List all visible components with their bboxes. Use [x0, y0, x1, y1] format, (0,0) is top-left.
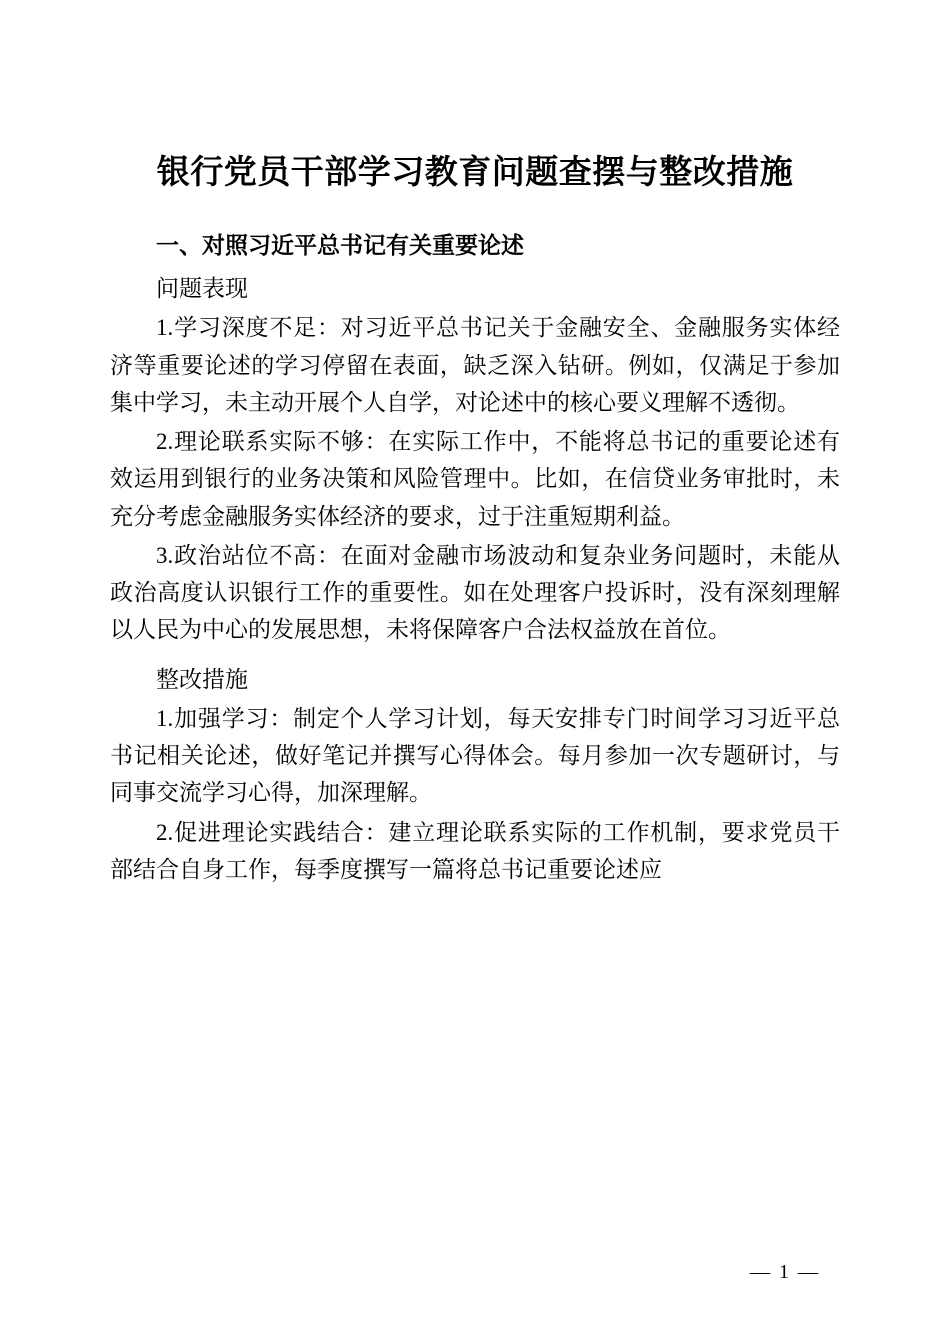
- section-heading: 一、对照习近平总书记有关重要论述: [156, 232, 524, 259]
- measure-item: 2.促进理论实践结合：建立理论联系实际的工作机制，要求党员干部结合自身工作，每季度撰写一篇将总书记重要论述应: [110, 819, 840, 882]
- document-section: [110, 229, 840, 889]
- problem-item: 2.理论联系实际不够：在实际工作中，不能将总书记的重要论述有效运用到银行的业务决策和风险管理中。比如，在信贷业务审批时，未充分考虑金融服务实体经济的要求，过于注重短期利益。: [110, 429, 840, 529]
- problem-item: 3.政治站位不高：在面对金融市场波动和复杂业务问题时，未能从政治高度认识银行工作的重要性。如在处理客户投诉时，没有深刻理解以人民为中心的发展思想，未将保障客户合法权益放在首位。: [110, 542, 840, 643]
- paragraph-spacer: [110, 651, 840, 661]
- problem-label: 问题表现: [156, 276, 248, 302]
- page-number: — 1 —: [750, 1261, 820, 1283]
- measure-label: 整改措施: [156, 666, 248, 692]
- page-title: 银行党员干部学习教育问题查摆与整改措施: [156, 152, 794, 191]
- problem-item: 1.学习深度不足：对习近平总书记关于金融安全、金融服务实体经济等重要论述的学习停留在表面，缺乏深入钻研。例如，仅满足于参加集中学习，未主动开展个人自学，对论述中的核心要义理解不透彻。: [110, 315, 840, 415]
- measure-item: 1.加强学习：制定个人学习计划，每天安排专门时间学习习近平总书记相关论述，做好笔记并撰写心得体会。每月参加一次专题研讨，与同事交流学习心得，加深理解。: [110, 705, 840, 806]
